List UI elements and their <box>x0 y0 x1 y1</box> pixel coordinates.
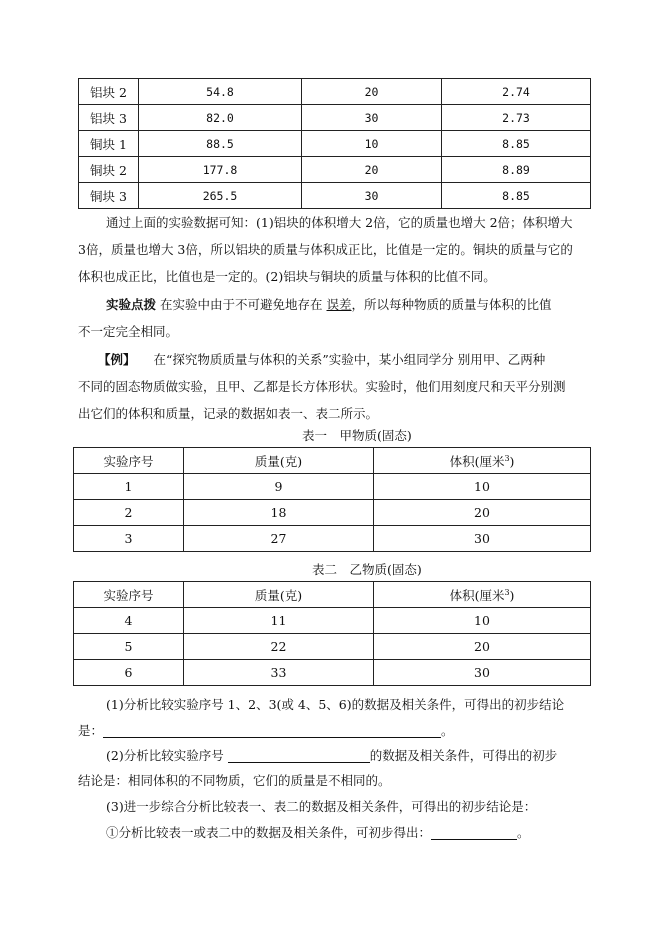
table2-row-cell: 33 <box>184 660 374 686</box>
table2-header-mass: 质量(克) <box>184 582 374 608</box>
density-table-row-cell: 20 <box>302 157 442 183</box>
density-table-row-cell: 2.73 <box>442 105 591 131</box>
tip-line-2: 不一定完全相同。 <box>78 324 179 339</box>
density-table-row-cell: 82.0 <box>139 105 302 131</box>
table1-row-cell: 30 <box>374 526 591 552</box>
density-table-row <box>79 157 591 183</box>
tip-label: 实验点拨 <box>106 297 157 312</box>
table1-row <box>74 526 591 552</box>
table2-row <box>74 608 591 634</box>
table1 <box>73 447 591 552</box>
density-table-row-cell: 铜块 2 <box>79 157 139 183</box>
table1-header-index: 实验序号 <box>74 448 184 474</box>
density-table-row-cell: 铜块 3 <box>79 183 139 209</box>
density-table-row-cell: 8.85 <box>442 131 591 157</box>
density-table-row <box>79 79 591 105</box>
question3-sub-line <box>106 824 530 842</box>
question2-prefix: (2)分析比较实验序号 <box>106 748 224 763</box>
question1-line-1: (1)分析比较实验序号 1、2、3(或 4、5、6)的数据及相关条件，可得出的初步结论 <box>106 697 565 712</box>
conclusion-line-3: 体积也成正比，比值也是一定的。(2)铝块与铜块的质量与体积的比值不同。 <box>78 269 496 284</box>
density-table-row-cell: 铜块 1 <box>79 131 139 157</box>
density-table-row <box>79 131 591 157</box>
table1-row <box>74 500 591 526</box>
table1-row-cell: 10 <box>374 474 591 500</box>
density-table-row-cell: 177.8 <box>139 157 302 183</box>
table2-row-cell: 22 <box>184 634 374 660</box>
example-line-2: 不同的固态物质做实验，且甲、乙都是长方体形状。实验时，他们用刻度尺和天平分别测 <box>78 379 566 394</box>
table2-row-cell: 6 <box>74 660 184 686</box>
table1-row-cell: 20 <box>374 500 591 526</box>
density-table-row-cell: 铝块 2 <box>79 79 139 105</box>
tip-line-1 <box>106 296 552 314</box>
tip-underlined-word: 误差 <box>326 297 352 312</box>
table2-caption: 表二 乙物质(固态) <box>312 562 422 577</box>
table2-row-cell: 30 <box>374 660 591 686</box>
table2-header-row <box>74 582 591 608</box>
question3-sub-prefix: ①分析比较表一或表二中的数据及相关条件，可初步得出： <box>106 825 432 840</box>
example-label: 【例】 <box>98 352 136 367</box>
table1-header-row <box>74 448 591 474</box>
example-line-1 <box>98 351 545 369</box>
question1-end: 。 <box>441 723 454 738</box>
table2 <box>73 581 591 686</box>
question3-sub-end: 。 <box>517 825 530 840</box>
density-table-row-cell: 30 <box>302 105 442 131</box>
density-table-row <box>79 105 591 131</box>
density-data-table <box>78 78 591 209</box>
table1-row-cell: 2 <box>74 500 184 526</box>
question2-answer-blank[interactable] <box>228 748 370 763</box>
example-text-1: 在“探究物质质量与体积的关系”实验中，某小组同学分 别用甲、乙两种 <box>153 352 546 367</box>
density-table-row-cell: 30 <box>302 183 442 209</box>
table1-header-volume: 体积(厘米$^3$) <box>374 448 591 474</box>
example-line-3: 出它们的体积和质量，记录的数据如表一、表二所示。 <box>78 406 379 421</box>
density-table-row-cell: 8.89 <box>442 157 591 183</box>
density-table-row-cell: 2.74 <box>442 79 591 105</box>
density-table-row-cell: 88.5 <box>139 131 302 157</box>
question2-suffix: 的数据及相关条件，可得出的初步 <box>369 748 558 763</box>
conclusion-line-1: 通过上面的实验数据可知：(1)铝块的体积增大 2倍，它的质量也增大 2倍；体积增大 <box>106 215 573 230</box>
table1-row-cell: 3 <box>74 526 184 552</box>
table1-row <box>74 474 591 500</box>
table1-row-cell: 18 <box>184 500 374 526</box>
density-table-row-cell: 54.8 <box>139 79 302 105</box>
question3-answer-blank[interactable] <box>431 825 517 840</box>
density-table-row-cell: 10 <box>302 131 442 157</box>
density-table-row-cell: 8.85 <box>442 183 591 209</box>
table2-row <box>74 634 591 660</box>
tip-text-after: ，所以每种物质的质量与体积的比值 <box>351 297 552 312</box>
density-table-row-cell: 265.5 <box>139 183 302 209</box>
table2-row-cell: 4 <box>74 608 184 634</box>
question2-line-2: 结论是：相同体积的不同物质，它们的质量是不相同的。 <box>78 773 391 788</box>
density-table-row <box>79 183 591 209</box>
table2-row-cell: 10 <box>374 608 591 634</box>
question2-line-1 <box>106 747 557 765</box>
table1-row-cell: 1 <box>74 474 184 500</box>
question1-answer-blank[interactable] <box>103 723 441 738</box>
density-table-row-cell: 铝块 3 <box>79 105 139 131</box>
table2-row-cell: 5 <box>74 634 184 660</box>
table2-row-cell: 11 <box>184 608 374 634</box>
table1-row-cell: 27 <box>184 526 374 552</box>
table1-caption: 表一 甲物质(固态) <box>302 428 412 443</box>
question1-line-2 <box>78 722 454 740</box>
table2-header-index: 实验序号 <box>74 582 184 608</box>
question1-prefix: 是： <box>78 723 104 738</box>
table1-header-mass: 质量(克) <box>184 448 374 474</box>
question3-line-1: (3)进一步综合分析比较表一、表二的数据及相关条件，可得出的初步结论是： <box>106 799 537 814</box>
table2-row-cell: 20 <box>374 634 591 660</box>
table1-row-cell: 9 <box>184 474 374 500</box>
density-table-row-cell: 20 <box>302 79 442 105</box>
tip-text-before: 在实验中由于不可避免地存在 <box>160 297 323 312</box>
conclusion-line-2: 3倍，质量也增大 3倍，所以铝块的质量与体积成正比，比值是一定的。铜块的质量与它的 <box>78 242 573 257</box>
table2-row <box>74 660 591 686</box>
table2-header-volume: 体积(厘米$^3$) <box>374 582 591 608</box>
